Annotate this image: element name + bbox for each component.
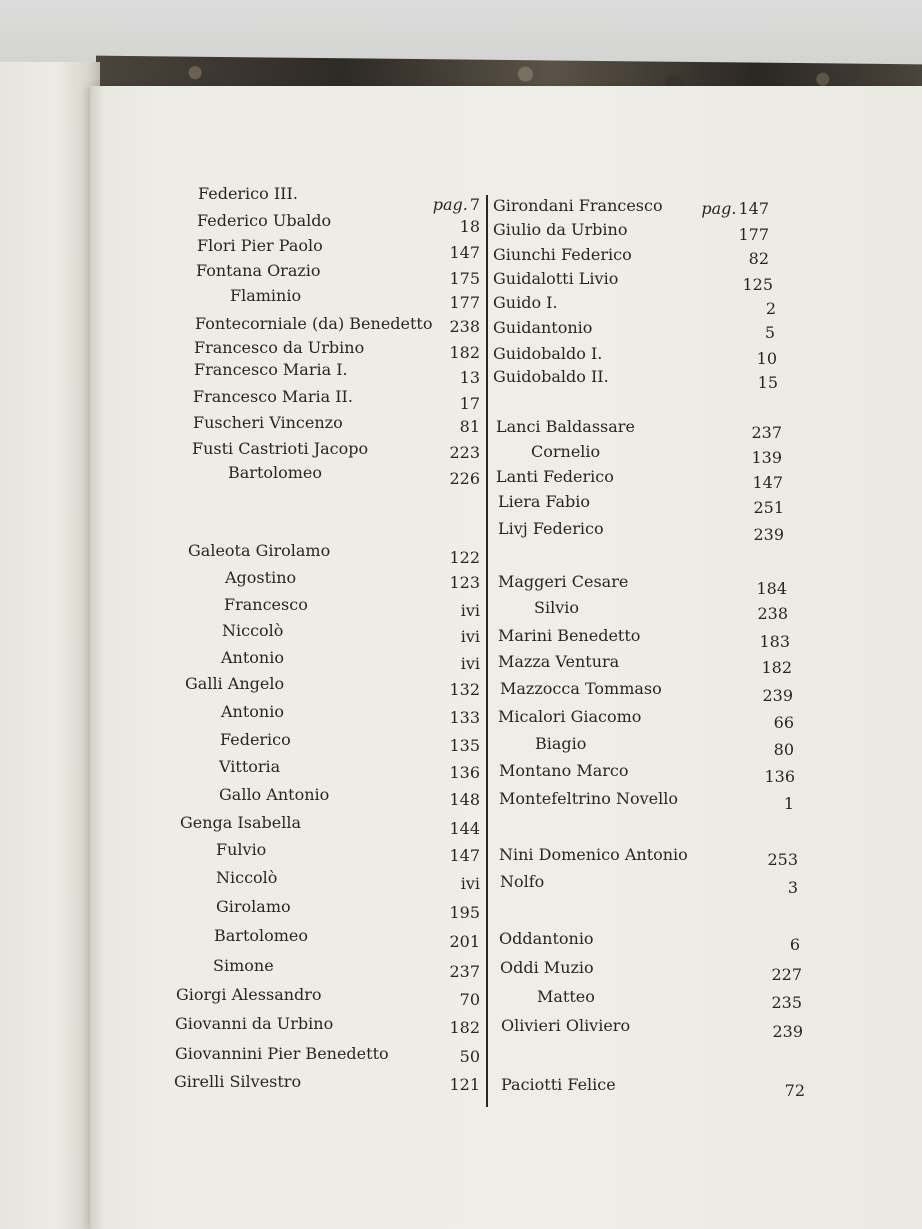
index-entry-name: Giovannini Pier Benedetto	[175, 1044, 389, 1063]
index-entry-name: Girondani Francesco	[493, 196, 663, 215]
index-entry-name: Cornelio	[531, 442, 601, 461]
index-entry-page-number	[360, 240, 480, 266]
index-entry-page-number	[678, 875, 798, 901]
index-entry-page-number	[663, 470, 783, 496]
page-number: 1	[783, 794, 794, 813]
index-entry-name: Lanti Federico	[496, 467, 614, 486]
page-number: 251	[753, 498, 784, 517]
index-entry-name: Silvio	[534, 598, 579, 617]
page-number: 227	[771, 965, 802, 984]
index-entry-page-number	[360, 987, 480, 1013]
page-prefix: pag.	[432, 195, 468, 214]
index-entry-page-number	[360, 414, 480, 440]
page-number: 139	[751, 448, 782, 467]
index-entry-name: Maggeri Cesare	[498, 572, 629, 591]
page-number: 177	[449, 293, 480, 312]
index-entry-name: Francesco da Urbino	[194, 338, 365, 357]
index-entry-name: Paciotti Felice	[501, 1075, 616, 1094]
index-entry-page-number	[664, 522, 784, 548]
index-entry-name: Francesco	[224, 595, 308, 614]
index-entry-name: Flaminio	[230, 286, 302, 305]
page-number: 147	[752, 473, 783, 492]
page-number: 5	[764, 323, 775, 342]
index-entry-page-number	[672, 655, 792, 681]
page-prefix: pag.	[701, 199, 737, 218]
index-entry-name: Nini Domenico Antonio	[499, 845, 688, 864]
index-entry-page-number	[674, 791, 794, 817]
index-entry-name: Fontecorniale (da) Benedetto	[195, 314, 433, 333]
index-entry-page-number	[655, 320, 775, 346]
index-entry-page-number	[649, 246, 769, 272]
index-entry-page-number	[360, 705, 480, 731]
index-entry-name: Galli Angelo	[185, 674, 285, 693]
index-entry-name: Niccolò	[222, 621, 284, 640]
index-entry-name: Guidalotti Livio	[493, 269, 619, 288]
page-number: 237	[751, 423, 782, 442]
index-entry-page-number	[683, 1019, 803, 1045]
page-number: 125	[742, 275, 773, 294]
page-number: 136	[764, 767, 795, 786]
page-number: 147	[738, 199, 769, 218]
index-entry-page-number	[649, 222, 769, 248]
page-number: 183	[759, 632, 790, 651]
page-number: 239	[772, 1022, 803, 1041]
page-number: 177	[738, 225, 769, 244]
index-entry-page-number	[360, 871, 480, 897]
page-number: 123	[449, 573, 480, 592]
page-number: 121	[449, 1075, 480, 1094]
page-number: 238	[757, 604, 788, 623]
index-entry-name: Girolamo	[216, 897, 291, 916]
index-entry-page-number	[667, 576, 787, 602]
index-entry-page-number	[360, 466, 480, 492]
index-entry-name: Giunchi Federico	[493, 245, 632, 264]
index-entry-name: Biagio	[535, 734, 587, 753]
page-number: 2	[765, 299, 776, 318]
index-entry-page-number	[360, 545, 480, 571]
page-number: 18	[459, 217, 480, 236]
page-number: 17	[459, 394, 480, 413]
page-number: 15	[757, 373, 778, 392]
index-entry-name: Federico III.	[198, 184, 298, 203]
page-number: ivi	[460, 874, 480, 893]
page-number: 6	[789, 935, 800, 954]
index-entry-name: Bartolomeo	[228, 463, 323, 482]
index-entry-name: Guidantonio	[493, 318, 593, 337]
index-entry-name: Guidobaldo I.	[493, 344, 603, 363]
page-number: 253	[767, 850, 798, 869]
index-entry-name: Oddantonio	[499, 929, 594, 948]
page-number: 136	[449, 763, 480, 782]
page-number: 239	[762, 686, 793, 705]
index-entry-page-number	[674, 737, 794, 763]
index-entry-page-number	[682, 990, 802, 1016]
page-number: 144	[449, 819, 480, 838]
index-entry-page-number	[658, 370, 778, 396]
index-entry-name: Francesco Maria II.	[193, 387, 353, 406]
page-number: 201	[449, 932, 480, 951]
page-number: 223	[449, 443, 480, 462]
index-entry-name: Niccolò	[216, 868, 278, 887]
column-divider	[486, 195, 488, 1107]
index-entry-page-number	[678, 847, 798, 873]
index-entry-page-number	[360, 1044, 480, 1070]
page-number: 235	[771, 993, 802, 1012]
page-number: 195	[449, 903, 480, 922]
index-entry-page-number	[360, 843, 480, 869]
index-entry-page-number	[674, 710, 794, 736]
page-number: 147	[449, 846, 480, 865]
index-entry-page-number	[360, 677, 480, 703]
index-entry-page-number	[360, 624, 480, 650]
index-entry-page-number	[360, 651, 480, 677]
index-entry-name: Flori Pier Paolo	[197, 236, 323, 255]
index-entry-page-number	[360, 214, 480, 240]
index-entry-page-number	[662, 445, 782, 471]
page-number: 182	[449, 343, 480, 362]
index-entry-name: Fulvio	[216, 840, 267, 859]
index-entry-name: Agostino	[225, 568, 297, 587]
page-number: 238	[449, 317, 480, 336]
index-entry-name: Marini Benedetto	[498, 626, 641, 645]
index-entry-page-number	[360, 340, 480, 366]
page-number: 10	[756, 349, 777, 368]
page-number: ivi	[460, 601, 480, 620]
index-entry-name: Guidobaldo II.	[493, 367, 609, 386]
page-number: ivi	[460, 654, 480, 673]
page-number: 182	[761, 658, 792, 677]
page-number: 184	[756, 579, 787, 598]
index-entry-name: Francesco Maria I.	[194, 360, 348, 379]
page-number: 132	[449, 680, 480, 699]
index-entry-page-number	[656, 296, 776, 322]
index-entry-page-number	[675, 764, 795, 790]
index-entry-page-number	[360, 733, 480, 759]
index-entry-page-number	[360, 365, 480, 391]
index-entry-page-number	[360, 900, 480, 926]
page-number: 148	[449, 790, 480, 809]
index-entry-page-number	[680, 932, 800, 958]
facing-page-edge	[0, 62, 100, 1229]
page-number: 66	[773, 713, 794, 732]
index-entry-page-number	[668, 601, 788, 627]
index-entry-name: Giovanni da Urbino	[175, 1014, 334, 1033]
page-number: 133	[449, 708, 480, 727]
index-entry-name: Genga Isabella	[180, 813, 301, 832]
index-entry-page-number	[360, 929, 480, 955]
index-entry-name: Fusti Castrioti Jacopo	[192, 439, 369, 458]
index-entry-name: Oddi Muzio	[500, 958, 594, 977]
page-number: 50	[459, 1047, 480, 1066]
index-entry-name: Olivieri Oliviero	[501, 1016, 631, 1035]
index-entry-name: Micalori Giacomo	[498, 707, 642, 726]
index-entry-name: Simone	[213, 956, 274, 975]
page-number: 135	[449, 736, 480, 755]
index-entry-name: Giulio da Urbino	[493, 220, 628, 239]
index-entry-name: Fontana Orazio	[196, 261, 321, 280]
index-entry-name: Galeota Girolamo	[188, 541, 331, 560]
index-entry-name: Guido I.	[493, 293, 558, 312]
index-entry-name: Giorgi Alessandro	[176, 985, 322, 1004]
page-number: 72	[784, 1081, 805, 1100]
index-entry-page-number	[664, 495, 784, 521]
index-entry-page-number	[685, 1078, 805, 1104]
page-number: 239	[753, 525, 784, 544]
index-entry-page-number	[360, 440, 480, 466]
index-entry-name: Montano Marco	[499, 761, 629, 780]
index-entry-page-number	[360, 570, 480, 596]
index-entry-name: Fuscheri Vincenzo	[193, 413, 343, 432]
page-number: ivi	[460, 627, 480, 646]
index-entry-page-number	[360, 959, 480, 985]
index-entry-page-number	[360, 598, 480, 624]
index-entry-name: Mazza Ventura	[498, 652, 620, 671]
index-entry-page-number	[670, 629, 790, 655]
index-entry-page-number	[649, 196, 769, 222]
index-entry-name: Nolfo	[500, 872, 545, 891]
index-entry-name: Gallo Antonio	[219, 785, 330, 804]
index-entry-page-number	[360, 760, 480, 786]
index-entry-name: Antonio	[221, 702, 284, 721]
index-entry-page-number	[653, 272, 773, 298]
page-number: 175	[449, 269, 480, 288]
index-entry-name: Liera Fabio	[498, 492, 591, 511]
index-entry-name: Mazzocca Tommaso	[500, 679, 662, 698]
index-entry-page-number	[360, 816, 480, 842]
index-entry-name: Matteo	[537, 987, 595, 1006]
page-number: 226	[449, 469, 480, 488]
index-entry-name: Montefeltrino Novello	[499, 789, 678, 808]
page-number: 82	[748, 249, 769, 268]
index-entry-name: Vittoria	[219, 757, 281, 776]
page-number: 147	[449, 243, 480, 262]
page-number: 122	[449, 548, 480, 567]
index-entry-page-number	[360, 787, 480, 813]
index-entry-page-number	[360, 266, 480, 292]
index-entry-name: Federico	[220, 730, 291, 749]
index-entry-page-number	[360, 1072, 480, 1098]
index-entry-page-number	[662, 420, 782, 446]
index-entry-page-number	[682, 962, 802, 988]
index-entry-name: Lanci Baldassare	[496, 417, 635, 436]
page-number: 237	[449, 962, 480, 981]
page-number: 7	[469, 195, 480, 214]
page-number: 81	[459, 417, 480, 436]
index-entry-name: Federico Ubaldo	[197, 211, 332, 230]
index-entry-page-number	[657, 346, 777, 372]
index-entry-name: Bartolomeo	[214, 926, 309, 945]
page-number: 182	[449, 1018, 480, 1037]
page-number: 3	[787, 878, 798, 897]
page-number: 70	[459, 990, 480, 1009]
index-entry-page-number	[360, 314, 480, 340]
index-entry-name: Girelli Silvestro	[174, 1072, 302, 1091]
page-number: 80	[773, 740, 794, 759]
index-entry-name: Livj Federico	[498, 519, 604, 538]
index-entry-page-number	[673, 683, 793, 709]
page-number: 13	[459, 368, 480, 387]
page-gutter-shadow	[90, 86, 104, 1229]
index-entry-page-number	[360, 1015, 480, 1041]
index-entry-name: Antonio	[221, 648, 284, 667]
